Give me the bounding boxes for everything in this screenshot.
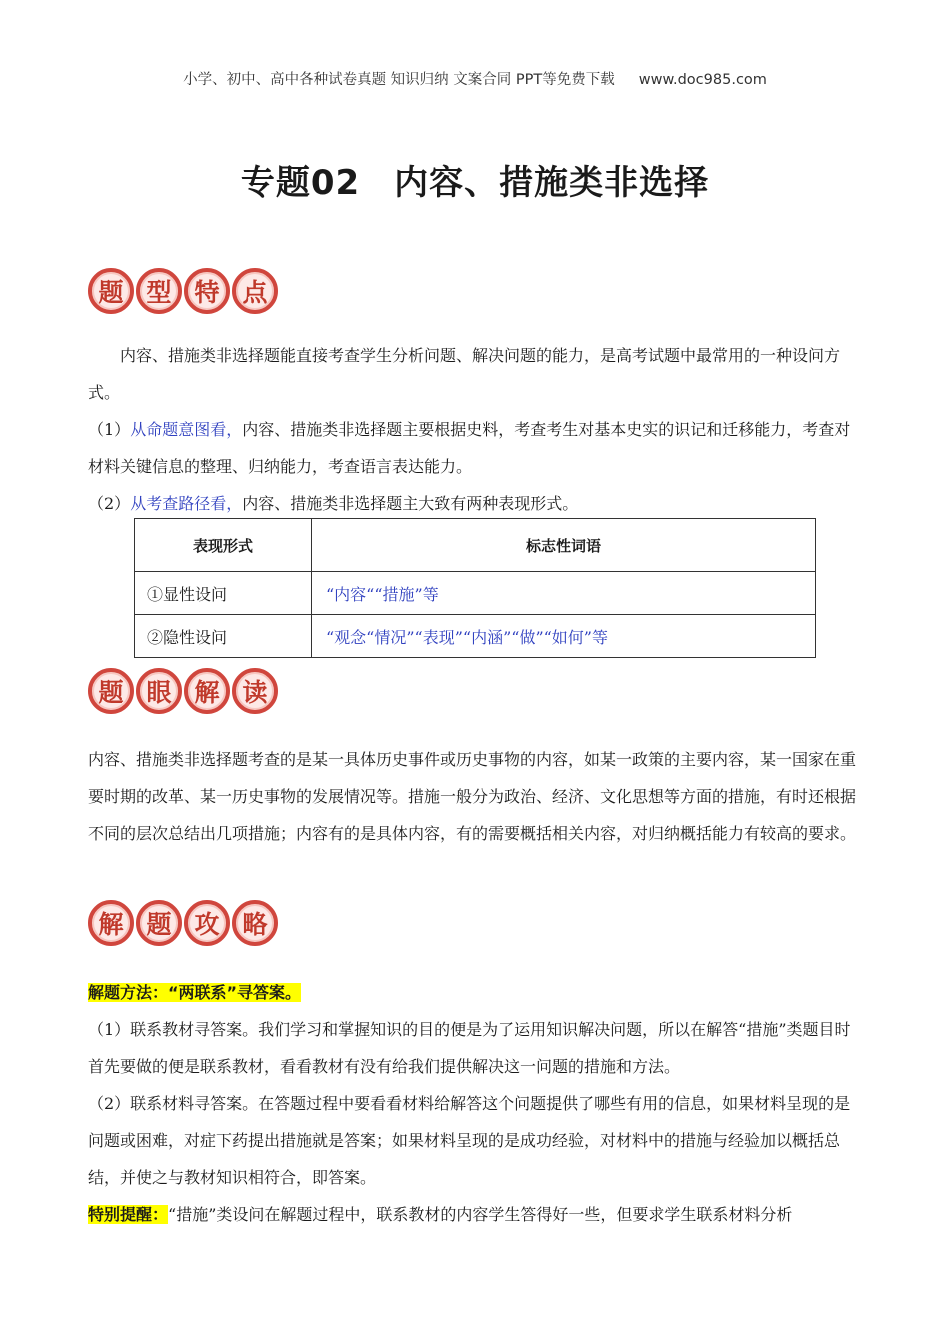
tip-text: “措施”类设问在解题过程中，联系教材的内容学生答得好一些，但要求学生联系材料分析 xyxy=(168,1205,793,1224)
badge-char: 读 xyxy=(232,668,278,714)
point-2: （2）从考查路径看，内容、措施类非选择题主大致有两种表现形式。 xyxy=(88,494,579,513)
badge-char: 攻 xyxy=(184,900,230,946)
badge-char: 题 xyxy=(88,668,134,714)
table-cell: ①显性设问 xyxy=(135,572,312,615)
section1-body xyxy=(88,337,864,522)
header-text: 小学、初中、高中各种试卷真题 知识归纳 文案合同 PPT等免费下载 xyxy=(183,72,615,88)
badge-char: 点 xyxy=(232,268,278,314)
forms-table xyxy=(134,518,816,658)
point-1: （1）从命题意图看，内容、措施类非选择题主要根据史料，考查考生对基本史实的识记和迁移能力，考查对材料关键信息的整理、归纳能力，考查语言表达能力。 xyxy=(88,420,851,476)
table-header-row xyxy=(135,519,816,572)
tip-label: 特别提醒： xyxy=(88,1205,169,1224)
point-2-highlight: 从考查路径看， xyxy=(130,494,243,513)
method-point-1: （1）联系教材寻答案。我们学习和掌握知识的目的便是为了运用知识解决问题，所以在解答“措施”类题目时首先要做的便是联系教材，看看教材有没有给我们提供解决这一问题的措施和方法。 xyxy=(88,1020,851,1076)
table-row xyxy=(135,572,816,615)
method-highlight: 解题方法：“两联系”寻答案。 xyxy=(88,983,302,1002)
method-line xyxy=(88,974,864,1011)
badge-strategy xyxy=(88,900,278,946)
table-header: 标志性词语 xyxy=(312,519,816,572)
badge-char: 特 xyxy=(184,268,230,314)
method-point-2: （2）联系材料寻答案。在答题过程中要看看材料给解答这个问题提供了哪些有用的信息，如果材料呈现的是问题或困难，对症下药提出措施就是答案；如果材料呈现的是成功经验，对材料中的措施与经验加以概括总结，并使之与教材知识相符合，即答案。 xyxy=(88,1094,851,1187)
badge-char: 略 xyxy=(232,900,278,946)
tip-line xyxy=(88,1196,864,1233)
badge-char: 眼 xyxy=(136,668,182,714)
title-number: 专题02 xyxy=(240,163,361,203)
section3-body xyxy=(88,974,864,1233)
section2-body: 内容、措施类非选择题考查的是某一具体历史事件或历史事物的内容，如某一政策的主要内容，某一国家在重要时期的改革、某一历史事物的发展情况等。措施一般分为政治、经济、文化思想等方面的措施，有时还根据不同的层次总结出几项措施；内容有的是具体内容，有的需要概括相关内容，对归纳概括能力有较高的要求。 xyxy=(88,750,857,843)
badge-char: 题 xyxy=(136,900,182,946)
header-url[interactable]: www.doc985.com xyxy=(638,72,767,88)
table-cell: “内容““措施”等 xyxy=(312,572,816,615)
badge-question-type xyxy=(88,268,278,314)
table-row xyxy=(135,615,816,658)
title-text: 内容、措施类非选择 xyxy=(394,163,710,203)
page-title xyxy=(0,155,950,204)
table-cell: “观念“情况”“表现”“内涵”“做”“如何”等 xyxy=(312,615,816,658)
table-header: 表现形式 xyxy=(135,519,312,572)
table-cell: ②隐性设问 xyxy=(135,615,312,658)
badge-char: 解 xyxy=(88,900,134,946)
point-1-highlight: 从命题意图看， xyxy=(130,420,243,439)
badge-char: 解 xyxy=(184,668,230,714)
badge-key-reading xyxy=(88,668,278,714)
intro-paragraph: 内容、措施类非选择题能直接考查学生分析问题、解决问题的能力，是高考试题中最常用的一种设问方式。 xyxy=(88,346,841,402)
page-header xyxy=(0,68,950,89)
badge-char: 型 xyxy=(136,268,182,314)
badge-char: 题 xyxy=(88,268,134,314)
